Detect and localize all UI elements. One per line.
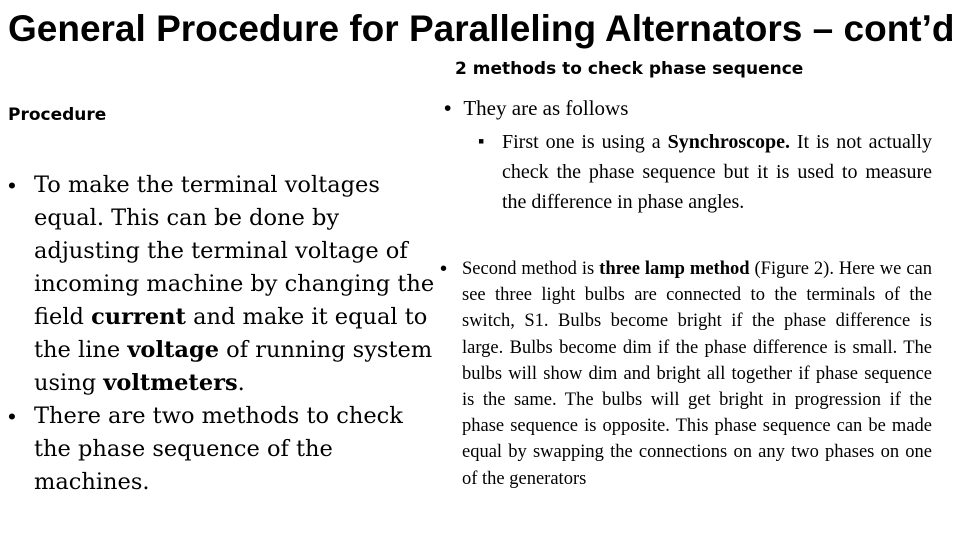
bold-term-voltmeters: voltmeters <box>103 370 238 396</box>
second-method-item <box>440 256 932 492</box>
bullet-item-terminal-voltages <box>8 169 440 400</box>
text-run: It is not actually check the phase sequence but it is used to measure the difference in phase angles. <box>502 131 932 213</box>
slide-subtitle: 2 methods to check phase sequence <box>455 59 804 79</box>
text-run: Second method is <box>462 259 600 279</box>
first-method-item <box>478 127 932 217</box>
slide-title: General Procedure for Paralleling Alternators – cont’d <box>8 8 955 49</box>
left-bullet-list <box>8 169 440 499</box>
procedure-label: Procedure <box>8 105 107 125</box>
bullet-text: To make the terminal voltages equal. This can be done by adjusting the terminal voltage of incoming machine by changing the field <box>34 172 435 330</box>
second-method-text <box>462 256 932 492</box>
bold-term-three-lamp: three lamp method <box>599 259 750 279</box>
first-method-text <box>502 127 932 217</box>
bullet-icon: • <box>8 404 16 429</box>
bullet-icon: • <box>8 173 16 198</box>
sub-bullet-icon: ▪ <box>478 131 485 151</box>
bullet-text: . <box>237 370 245 396</box>
bullet-item-two-methods <box>8 400 440 499</box>
right-intro-text: They are as follows <box>463 96 629 120</box>
bold-term-synchroscope: Synchroscope. <box>667 131 790 153</box>
right-intro-bullet <box>444 94 628 123</box>
bullet-text: of running system using <box>34 337 433 396</box>
bold-term-current: current <box>91 304 186 330</box>
bold-term-voltage: voltage <box>127 337 220 363</box>
text-run: (Figure 2). Here we can see three light bulbs are connected to the terminals of the switch, S1. Bulbs become bright if the phase difference is large. Bulbs become dim if the phase difference is small. The bulbs will show dim and bright all together if phase sequence is the same. The bulbs will get bright in progression if the phase sequence is opposite. This phase sequence can be made equal by swapping the connections on any two phases on one of the generators <box>462 259 933 489</box>
bullet-text: and make it equal to the line <box>34 304 428 363</box>
bullet-icon: • <box>444 97 452 120</box>
bullet-icon: • <box>440 258 448 280</box>
text-run: First one is using a <box>502 131 668 153</box>
bullet-text: There are two methods to check the phase sequence of the machines. <box>34 403 403 495</box>
